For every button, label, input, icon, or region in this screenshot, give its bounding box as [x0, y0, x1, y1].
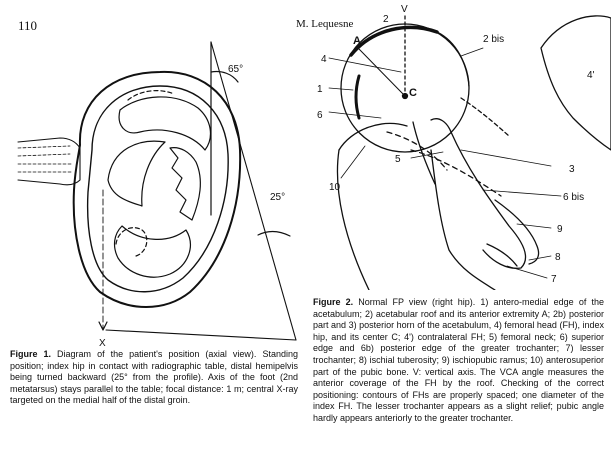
figure-1-diagram	[0, 30, 300, 360]
figure-2-diagram	[311, 0, 611, 290]
label-6bis: 6 bis	[563, 192, 585, 203]
label-2: 2	[383, 14, 389, 25]
figure-2-caption	[313, 297, 604, 425]
label-8: 8	[555, 252, 561, 263]
figure-1-caption-text: Diagram of the patient's position (axial view). Standing position; index hip in contact with radiographic table, distal hemipelvis being turned backward (25° from the profile). Axis of the foot (2nd metatarsus) stays parallel to the table; focal distance: 1 m; central X-ray targeted on the medial half of the distal groin.	[10, 349, 298, 406]
figure-1-caption	[10, 349, 298, 407]
label-c: C	[409, 87, 417, 99]
label-6: 6	[317, 110, 323, 121]
figure-1-caption-label: Figure 1.	[10, 349, 52, 359]
label-10: 10	[329, 182, 341, 193]
label-v: V	[401, 4, 408, 15]
angle-25-label: 25°	[270, 192, 286, 203]
angle-65-label: 65°	[228, 64, 244, 75]
label-7: 7	[551, 274, 557, 285]
x-ray-label: X	[99, 338, 106, 349]
figure-2-caption-text: Normal FP view (right hip). 1) antero-medial edge of the acetabulum; 2) acetabular roof and its anterior extremity A; 2b) posterior part and 3) posterior horn of the acetabulum, 4) femoral head (FH), index hip, and its center C; 4') contralateral FH; 5) femoral neck; 6) superior edge and 6b) posterior edge of the greater trochanter; 7) lesser trochanter; 8) ischial tuberosity; 9) ischiopubic ramus; 10) anterosuperior part of the pubic bone. V: vertical axis. The VCA angle measures the anterior coverage of the FH by the roof. Checking of the correct positioning: contours of FHs are properly spaced; one diameter of the index FH. The lesser trochanter appears as a slight relief; pubic angle hardly appears anteriorly to the greater trochanter.	[313, 297, 604, 423]
label-4: 4	[321, 54, 327, 65]
label-2bis: 2 bis	[483, 34, 505, 45]
figure-2-caption-label: Figure 2.	[313, 297, 354, 307]
label-1: 1	[317, 84, 323, 95]
label-3: 3	[569, 164, 575, 175]
label-a: A	[353, 35, 361, 47]
label-9: 9	[557, 224, 563, 235]
label-5: 5	[395, 154, 401, 165]
page-number: 110	[18, 18, 38, 33]
label-4prime: 4'	[587, 70, 595, 81]
author-running-head: M. Lequesne	[296, 18, 354, 30]
